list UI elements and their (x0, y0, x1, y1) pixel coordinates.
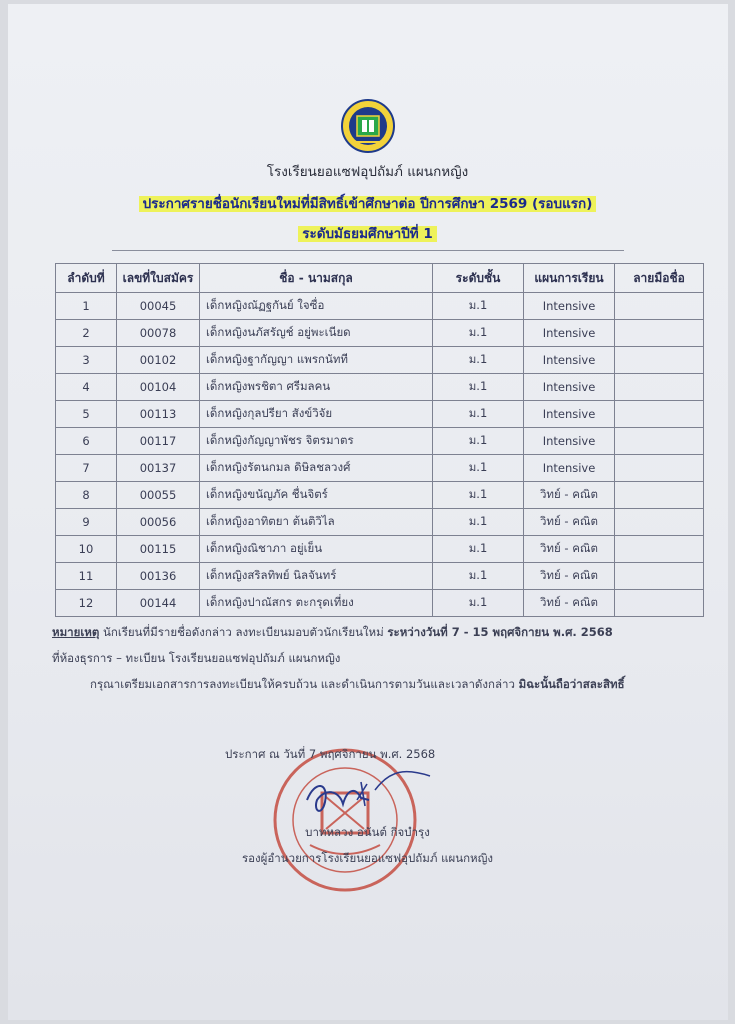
note-line-1 (52, 624, 613, 642)
table-header-row (56, 264, 704, 293)
row-grade: ม.1 (433, 347, 524, 374)
table-row (56, 293, 704, 320)
grade-level (0, 222, 735, 244)
row-study-plan: Intensive (524, 455, 615, 482)
row-application-no: 00117 (117, 428, 200, 455)
row-grade: ม.1 (433, 482, 524, 509)
grade-level-text: ระดับมัธยมศึกษาปีที่ 1 (298, 226, 437, 242)
row-study-plan: Intensive (524, 401, 615, 428)
student-roster-table (55, 263, 704, 617)
row-student-name (200, 347, 433, 374)
note-text-3: กรุณาเตรียมเอกสารการลงทะเบียนให้ครบถ้วน และดำเนินการตามวันและเวลาดังกล่าว (90, 677, 519, 691)
row-student-name (200, 293, 433, 320)
row-study-plan: วิทย์ - คณิต (524, 482, 615, 509)
col-header-order: ลำดับที่ (56, 264, 117, 293)
row-signature-cell (615, 374, 704, 401)
announcement-text: ประกาศรายชื่อนักเรียนใหม่ที่มีสิทธิ์เข้าศึกษาต่อ ปีการศึกษา 2569 (รอบแรก) (139, 196, 597, 212)
row-signature-cell (615, 320, 704, 347)
table-row (56, 401, 704, 428)
row-signature-cell (615, 563, 704, 590)
row-study-plan: วิทย์ - คณิต (524, 590, 615, 617)
announcement-title (0, 192, 735, 214)
note-label: หมายเหตุ (52, 625, 100, 639)
row-student-name (200, 320, 433, 347)
table-row (56, 536, 704, 563)
row-application-no: 00078 (117, 320, 200, 347)
note-line-2: ที่ห้องธุรการ – ทะเบียน โรงเรียนยอแซฟอุปถัมภ์ แผนกหญิง (52, 651, 341, 665)
note-line-3 (90, 676, 625, 694)
row-study-plan: Intensive (524, 347, 615, 374)
row-signature-cell (615, 482, 704, 509)
row-signature-cell (615, 536, 704, 563)
row-student-name (200, 455, 433, 482)
row-application-no: 00137 (117, 455, 200, 482)
student-name-text: เด็กหญิงปาณัสกร ตะกรุดเที่ยง (206, 595, 354, 609)
row-student-name (200, 536, 433, 563)
declaration-date: ประกาศ ณ วันที่ 7 พฤศจิกายน พ.ศ. 2568 (225, 747, 436, 761)
row-application-no: 00102 (117, 347, 200, 374)
row-order: 4 (56, 374, 117, 401)
row-study-plan: Intensive (524, 428, 615, 455)
row-grade: ม.1 (433, 536, 524, 563)
row-application-no: 00115 (117, 536, 200, 563)
student-name-text: เด็กหญิงณิชาภา อยู่เย็น (206, 541, 323, 555)
student-name-text: เด็กหญิงณัฏฐกันย์ ใจซื่อ (206, 298, 325, 312)
table-row (56, 320, 704, 347)
row-student-name (200, 428, 433, 455)
row-order: 7 (56, 455, 117, 482)
row-signature-cell (615, 455, 704, 482)
row-grade: ม.1 (433, 374, 524, 401)
row-application-no: 00056 (117, 509, 200, 536)
row-student-name (200, 401, 433, 428)
student-name-text: เด็กหญิงกัญญาพัชร จิตรมาตร (206, 433, 354, 447)
col-header-application-no: เลขที่ใบสมัคร (117, 264, 200, 293)
row-application-no: 00055 (117, 482, 200, 509)
note-forfeit: มิฉะนั้นถือว่าสละสิทธิ์ (518, 677, 625, 691)
row-application-no: 00113 (117, 401, 200, 428)
row-order: 12 (56, 590, 117, 617)
row-student-name (200, 590, 433, 617)
table-row (56, 455, 704, 482)
row-application-no: 00144 (117, 590, 200, 617)
table-row (56, 374, 704, 401)
row-study-plan: Intensive (524, 320, 615, 347)
table-row (56, 428, 704, 455)
table-row (56, 347, 704, 374)
col-header-grade: ระดับชั้น (433, 264, 524, 293)
row-order: 8 (56, 482, 117, 509)
student-name-text: เด็กหญิงอาทิตยา ต้นติวิไล (206, 514, 335, 528)
row-grade: ม.1 (433, 590, 524, 617)
row-grade: ม.1 (433, 563, 524, 590)
row-study-plan: Intensive (524, 374, 615, 401)
table-row (56, 590, 704, 617)
signature (295, 760, 445, 830)
row-signature-cell (615, 347, 704, 374)
student-name-text: เด็กหญิงนภัสรัญช์ อยู่พะเนียด (206, 325, 351, 339)
student-name-text: เด็กหญิงพรชิตา ศรีมลคน (206, 379, 331, 393)
row-order: 2 (56, 320, 117, 347)
note-text-1: นักเรียนที่มีรายชื่อดังกล่าว ลงทะเบียนมอบตัวนักเรียนใหม่ (99, 625, 388, 639)
row-signature-cell (615, 428, 704, 455)
row-order: 5 (56, 401, 117, 428)
row-study-plan: วิทย์ - คณิต (524, 536, 615, 563)
row-grade: ม.1 (433, 509, 524, 536)
row-order: 11 (56, 563, 117, 590)
student-name-text: เด็กหญิงรัตนกมล ดิษิลชลวงศ์ (206, 460, 351, 474)
signer-position: รองผู้อำนวยการโรงเรียนยอแซฟอุปถัมภ์ แผนกหญิง (241, 851, 494, 865)
row-student-name (200, 563, 433, 590)
row-order: 1 (56, 293, 117, 320)
student-name-text: เด็กหญิงฐากัญญา แพรกนัทที (206, 352, 348, 366)
row-order: 3 (56, 347, 117, 374)
col-header-plan: แผนการเรียน (524, 264, 615, 293)
row-student-name (200, 374, 433, 401)
row-order: 10 (56, 536, 117, 563)
row-signature-cell (615, 401, 704, 428)
col-header-signature: ลายมือชื่อ (615, 264, 704, 293)
row-student-name (200, 509, 433, 536)
divider (112, 250, 624, 251)
row-signature-cell (615, 590, 704, 617)
row-grade: ม.1 (433, 293, 524, 320)
row-grade: ม.1 (433, 455, 524, 482)
row-signature-cell (615, 293, 704, 320)
row-study-plan: Intensive (524, 293, 615, 320)
school-crest-icon (340, 98, 396, 154)
row-study-plan: วิทย์ - คณิต (524, 563, 615, 590)
row-grade: ม.1 (433, 320, 524, 347)
row-application-no: 00136 (117, 563, 200, 590)
row-grade: ม.1 (433, 428, 524, 455)
student-name-text: เด็กหญิงสริลทิพย์ นิลจันทร์ (206, 568, 337, 582)
table-row (56, 509, 704, 536)
student-name-text: เด็กหญิงขนัญภัค ชื่นจิตร์ (206, 487, 328, 501)
row-order: 9 (56, 509, 117, 536)
school-name: โรงเรียนยอแซฟอุปถัมภ์ แผนกหญิง (266, 164, 469, 180)
row-application-no: 00045 (117, 293, 200, 320)
student-name-text: เด็กหญิงกุลปรียา สังข์วิจัย (206, 406, 333, 420)
row-application-no: 00104 (117, 374, 200, 401)
note-dates: ระหว่างวันที่ 7 - 15 พฤศจิกายน พ.ศ. 2568 (387, 625, 613, 639)
row-order: 6 (56, 428, 117, 455)
table-row (56, 482, 704, 509)
row-signature-cell (615, 509, 704, 536)
row-grade: ม.1 (433, 401, 524, 428)
table-body (56, 293, 704, 617)
col-header-name: ชื่อ - นามสกุล (200, 264, 433, 293)
signer-name: บาทหลวง อนันต์ กิจบำรุง (305, 825, 430, 839)
row-study-plan: วิทย์ - คณิต (524, 509, 615, 536)
row-student-name (200, 482, 433, 509)
table-row (56, 563, 704, 590)
